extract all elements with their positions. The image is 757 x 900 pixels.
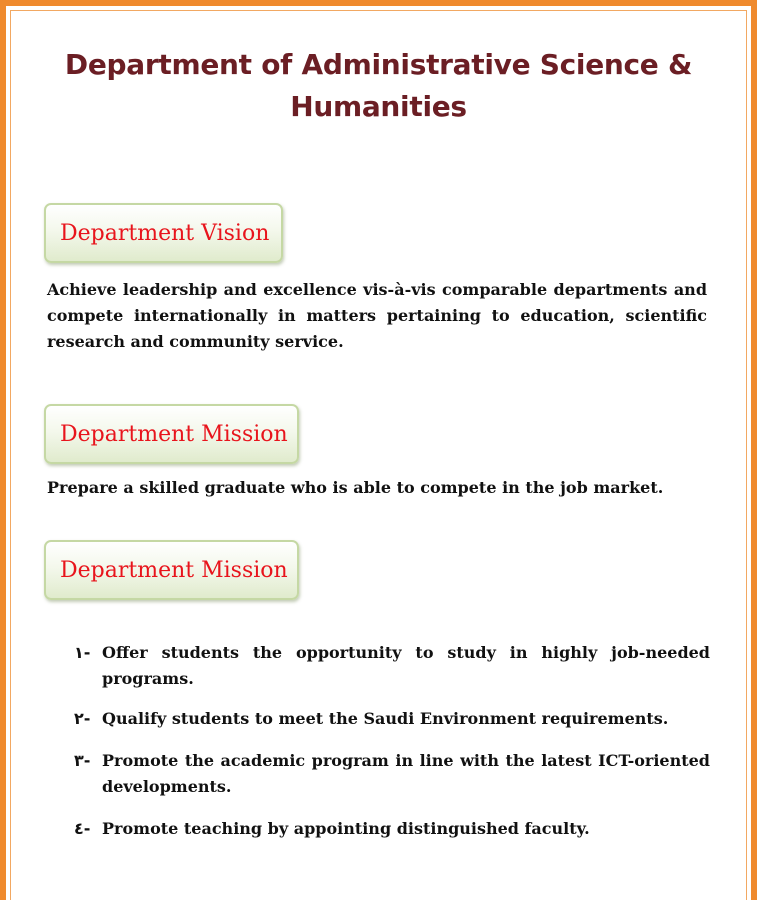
mission-heading: Department Mission (60, 421, 288, 447)
page-title: Department of Administrative Science & Humanities (64, 48, 693, 123)
goals-heading-box (44, 540, 299, 600)
goal-number: ١- (74, 643, 91, 662)
goal-item (60, 748, 710, 800)
goal-text: Promote teaching by appointing distinguished faculty. (102, 819, 590, 838)
goal-number: ٢- (74, 709, 91, 728)
goal-item (60, 640, 710, 692)
goals-list (60, 640, 710, 842)
goal-text: Offer students the opportunity to study in highly job-needed programs. (102, 643, 710, 688)
goals-heading: Department Mission (60, 557, 288, 583)
mission-heading-box (44, 404, 299, 464)
goal-item (60, 816, 710, 842)
goal-text: Promote the academic program in line with the latest ICT-oriented developments. (102, 751, 710, 796)
goal-item (60, 706, 710, 732)
goal-text: Qualify students to meet the Saudi Environment requirements. (102, 709, 669, 728)
vision-text: Achieve leadership and excellence vis-à-vis comparable departments and compete internationally in matters pertaining to education, scientific research and community service. (47, 280, 707, 351)
goal-number: ٣- (74, 751, 91, 770)
goal-number: ٤- (74, 819, 91, 838)
mission-text: Prepare a skilled graduate who is able to compete in the job market. (47, 478, 664, 497)
vision-heading-box (44, 203, 283, 263)
vision-heading: Department Vision (60, 220, 270, 246)
